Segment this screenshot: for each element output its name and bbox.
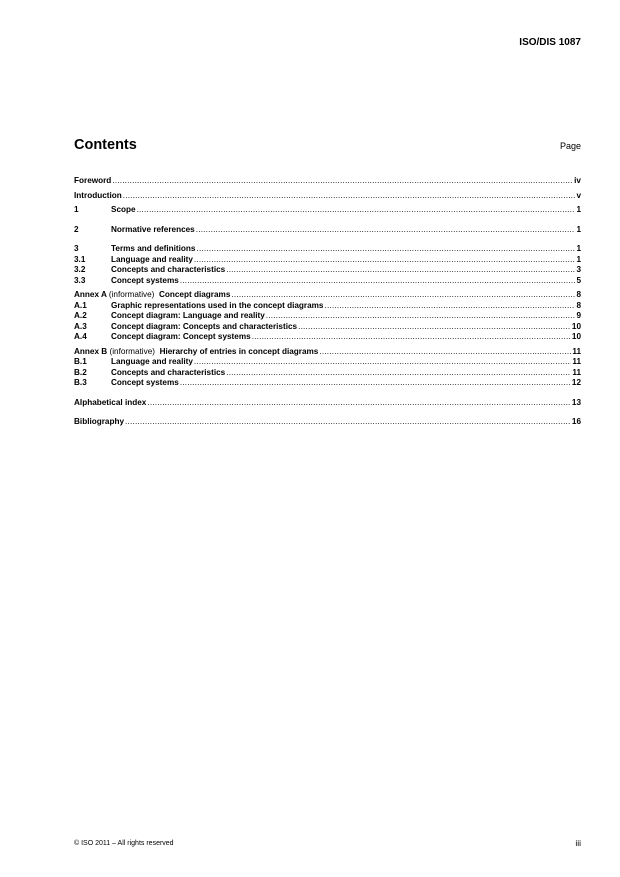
toc-entry-label: Foreword (74, 176, 112, 185)
annex-qualifier: (informative) (108, 290, 155, 299)
toc-entry-number: A.2 (74, 311, 87, 320)
leader-dots (252, 332, 571, 343)
toc-entry-label: Concepts and characteristics (111, 367, 226, 377)
leader-dots (137, 205, 576, 216)
annex-prefix: Annex A (74, 290, 107, 299)
toc-entry-scope[interactable] (74, 205, 581, 216)
leader-dots (194, 357, 571, 368)
leader-dots (324, 301, 575, 312)
toc-entry-label: Language and reality (111, 254, 193, 264)
toc-entry-label: Terms and definitions (111, 244, 196, 253)
toc-entry-foreword[interactable] (74, 176, 581, 187)
toc-entry-a-1[interactable] (74, 301, 581, 312)
toc-entry-page: 13 (571, 397, 581, 407)
table-of-contents (74, 176, 581, 428)
toc-entry-annex-a[interactable] (74, 290, 581, 301)
toc-entry-label: Concepts and characteristics (111, 265, 226, 274)
leader-dots (180, 378, 571, 389)
toc-entry-label: Language and reality (111, 357, 193, 366)
toc-entry-page: iv (574, 176, 581, 185)
annex-title: Concept diagrams (158, 290, 231, 299)
toc-entry-label (74, 347, 318, 358)
toc-entry-a-4[interactable] (74, 332, 581, 343)
toc-entry-number: 3.3 (74, 275, 86, 285)
footer-copyright: © ISO 2011 – All rights reserved (74, 840, 174, 847)
page-column-label: Page (559, 141, 581, 151)
toc-entry-label: Concept diagram: Concept systems (111, 332, 251, 341)
toc-entry-number: 1 (74, 205, 79, 214)
leader-dots (180, 276, 576, 287)
toc-entry-a-2[interactable] (74, 311, 581, 322)
toc-entry-page: 11 (572, 367, 581, 377)
toc-entry-annex-b[interactable] (74, 347, 581, 358)
toc-entry-page: 1 (576, 224, 581, 234)
toc-entry-label: Normative references (111, 224, 195, 234)
leader-dots (196, 244, 575, 255)
toc-entry-label: Introduction (74, 190, 122, 200)
leader-dots (194, 255, 576, 266)
leader-dots (123, 191, 576, 202)
toc-entry-page: 11 (572, 346, 581, 356)
toc-entry-label: Concept systems (111, 275, 179, 285)
toc-entry-number: 3.2 (74, 265, 86, 274)
toc-entry-number: A.1 (74, 300, 87, 310)
toc-entry-page: 10 (571, 321, 581, 331)
toc-entry-3-2[interactable] (74, 265, 581, 276)
toc-entry-page: 10 (571, 332, 581, 341)
toc-entry-number: 3 (74, 244, 79, 253)
toc-entry-label: Concept diagram: Language and reality (111, 311, 265, 320)
toc-entry-bibliography[interactable] (74, 417, 581, 428)
footer-page-number: iii (575, 838, 581, 848)
toc-entry-number: B.2 (74, 367, 87, 377)
toc-entry-label: Graphic representations used in the concept diagrams (111, 300, 324, 310)
toc-entry-number: 2 (74, 224, 79, 234)
toc-entry-page: 12 (571, 378, 581, 387)
leader-dots (319, 347, 571, 358)
annex-prefix: Annex B (74, 346, 108, 356)
toc-entry-page: 3 (576, 265, 581, 274)
toc-entry-b-3[interactable] (74, 378, 581, 389)
document-id: ISO/DIS 1087 (519, 37, 581, 48)
toc-entry-label: Bibliography (74, 417, 125, 426)
leader-dots (298, 322, 571, 333)
toc-entry-label (74, 290, 230, 301)
toc-entry-number: 3.1 (74, 254, 86, 264)
annex-title: Hierarchy of entries in concept diagrams (159, 346, 319, 356)
toc-entry-page: 1 (576, 244, 581, 253)
leader-dots (226, 265, 575, 276)
page-title: Contents (74, 137, 137, 153)
toc-entry-page: 1 (576, 205, 581, 214)
toc-entry-page: 1 (576, 254, 581, 264)
toc-entry-number: A.3 (74, 321, 87, 331)
toc-entry-page: v (576, 190, 581, 200)
toc-entry-number: A.4 (74, 332, 87, 341)
leader-dots (125, 417, 571, 428)
leader-dots (147, 398, 571, 409)
toc-entry-label: Concept systems (111, 378, 179, 387)
leader-dots (266, 311, 576, 322)
toc-entry-page: 8 (576, 300, 581, 310)
annex-qualifier: (informative) (109, 346, 155, 356)
toc-entry-3-1[interactable] (74, 255, 581, 266)
toc-entry-label: Alphabetical index (74, 397, 147, 407)
toc-entry-b-1[interactable] (74, 357, 581, 368)
leader-dots (196, 225, 576, 236)
toc-entry-page: 8 (576, 290, 581, 299)
toc-entry-alphabetical-index[interactable] (74, 398, 581, 409)
toc-entry-number: B.3 (74, 378, 87, 387)
toc-entry-page: 16 (571, 417, 581, 426)
toc-entry-a-3[interactable] (74, 322, 581, 333)
toc-entry-introduction[interactable] (74, 191, 581, 202)
toc-entry-page: 11 (572, 357, 581, 366)
leader-dots (226, 368, 571, 379)
toc-entry-page: 9 (576, 311, 581, 320)
toc-entry-b-2[interactable] (74, 368, 581, 379)
leader-dots (112, 176, 573, 187)
toc-entry-normative-references[interactable] (74, 225, 581, 236)
toc-entry-label: Scope (111, 205, 136, 214)
toc-entry-page: 5 (576, 275, 581, 285)
toc-entry-label: Concept diagram: Concepts and characteristics (111, 321, 298, 331)
toc-entry-terms-and-definitions[interactable] (74, 244, 581, 255)
toc-entry-number: B.1 (74, 357, 87, 366)
toc-entry-3-3[interactable] (74, 276, 581, 287)
leader-dots (231, 290, 575, 301)
